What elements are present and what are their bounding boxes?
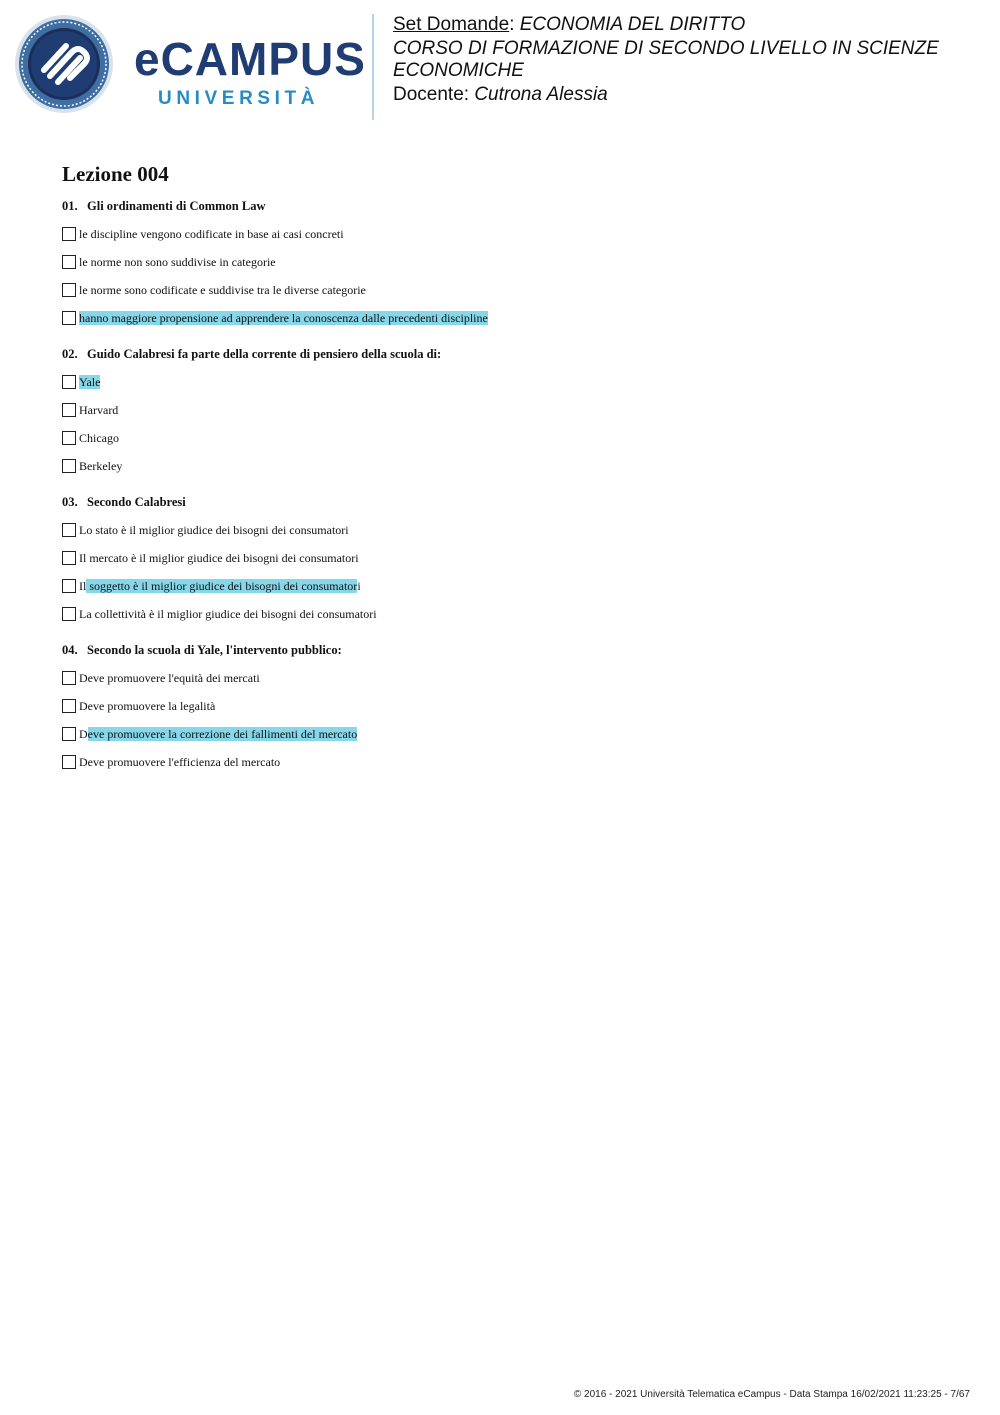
brand-wordmark: eCAMPUS xyxy=(134,33,366,85)
answer-checkbox[interactable] xyxy=(62,431,76,445)
option-label: Deve promuovere la legalità xyxy=(79,698,216,713)
option-label: Deve promuovere l'equità dei mercati xyxy=(79,670,260,685)
course-title: CORSO DI FORMAZIONE DI SECONDO LIVELLO IN SCIENZE ECONOMICHE xyxy=(393,38,939,81)
question-number: 02. xyxy=(62,347,78,361)
question-text: Secondo la scuola di Yale, l'intervento pubblico: xyxy=(87,643,342,657)
option-label: Harvard xyxy=(79,402,119,417)
answer-checkbox[interactable] xyxy=(62,227,76,241)
page-footer: © 2016 - 2021 Università Telematica eCampus - Data Stampa 16/02/2021 11:23:25 - 7/67 xyxy=(573,1389,970,1400)
teacher-name: Cutrona Alessia xyxy=(474,84,608,105)
answer-option xyxy=(62,396,962,424)
option-label: Yale xyxy=(79,374,101,389)
answer-option xyxy=(62,692,962,720)
option-label: Deve promuovere la correzione dei fallimenti del mercato xyxy=(79,726,358,741)
answer-checkbox[interactable] xyxy=(62,459,76,473)
option-label: le discipline vengono codificate in base ai casi concreti xyxy=(79,226,344,241)
question-number: 01. xyxy=(62,199,78,213)
page-header xyxy=(0,0,1000,130)
answer-checkbox[interactable] xyxy=(62,403,76,417)
answer-checkbox[interactable] xyxy=(62,755,76,769)
answer-option xyxy=(62,452,962,480)
header-divider xyxy=(372,14,374,120)
option-label: Il mercato è il miglior giudice dei bisogni dei consumatori xyxy=(79,550,359,565)
question-title xyxy=(62,642,962,658)
set-line: Set Domande: ECONOMIA DEL DIRITTO xyxy=(393,14,746,35)
header-info xyxy=(393,14,983,110)
option-label: le norme non sono suddivise in categorie xyxy=(79,254,276,269)
answer-checkbox[interactable] xyxy=(62,699,76,713)
option-label: hanno maggiore propensione ad apprendere la conoscenza dalle precedenti discipline xyxy=(79,310,488,325)
answer-checkbox[interactable] xyxy=(62,523,76,537)
answer-option xyxy=(62,544,962,572)
answer-checkbox[interactable] xyxy=(62,551,76,565)
teacher-line xyxy=(393,84,983,106)
option-label: La collettività è il miglior giudice dei bisogni dei consumatori xyxy=(79,606,377,621)
question-number: 03. xyxy=(62,495,78,509)
question-block xyxy=(62,346,962,480)
answer-checkbox[interactable] xyxy=(62,607,76,621)
answer-checkbox[interactable] xyxy=(62,375,76,389)
answer-option xyxy=(62,572,962,600)
option-label: Chicago xyxy=(79,430,119,445)
option-label: Il soggetto è il miglior giudice dei bisogni dei consumatori xyxy=(79,578,361,593)
answer-checkbox[interactable] xyxy=(62,283,76,297)
answer-option xyxy=(62,276,962,304)
answer-option xyxy=(62,220,962,248)
answer-option xyxy=(62,664,962,692)
question-text: Gli ordinamenti di Common Law xyxy=(87,199,266,213)
question-number: 04. xyxy=(62,643,78,657)
answer-option xyxy=(62,424,962,452)
question-block xyxy=(62,494,962,628)
question-text: Secondo Calabresi xyxy=(87,495,186,509)
question-title xyxy=(62,198,962,214)
set-title: ECONOMIA DEL DIRITTO xyxy=(519,14,746,35)
university-seal-icon xyxy=(14,14,114,114)
question-title xyxy=(62,346,962,362)
answer-checkbox[interactable] xyxy=(62,579,76,593)
question-block xyxy=(62,198,962,332)
question-title xyxy=(62,494,962,510)
answer-option xyxy=(62,720,962,748)
answer-checkbox[interactable] xyxy=(62,727,76,741)
lesson-title: Lezione 004 xyxy=(62,162,169,186)
set-label: Set Domande xyxy=(393,14,510,35)
answer-checkbox[interactable] xyxy=(62,311,76,325)
answer-option xyxy=(62,368,962,396)
option-label: Deve promuovere l'efficienza del mercato xyxy=(79,754,281,769)
quiz-content xyxy=(62,160,962,790)
brand-subtitle: UNIVERSITÀ xyxy=(158,88,320,109)
answer-checkbox[interactable] xyxy=(62,255,76,269)
question-text: Guido Calabresi fa parte della corrente di pensiero della scuola di: xyxy=(87,347,442,361)
option-label: Berkeley xyxy=(79,458,123,473)
answer-option xyxy=(62,600,962,628)
answer-option xyxy=(62,304,962,332)
option-label: Lo stato è il miglior giudice dei bisogni dei consumatori xyxy=(79,522,349,537)
option-label: le norme sono codificate e suddivise tra le diverse categorie xyxy=(79,282,366,297)
answer-option xyxy=(62,516,962,544)
question-block xyxy=(62,642,962,776)
answer-option xyxy=(62,248,962,276)
teacher-label: Docente: xyxy=(393,84,470,105)
answer-checkbox[interactable] xyxy=(62,671,76,685)
answer-option xyxy=(62,748,962,776)
